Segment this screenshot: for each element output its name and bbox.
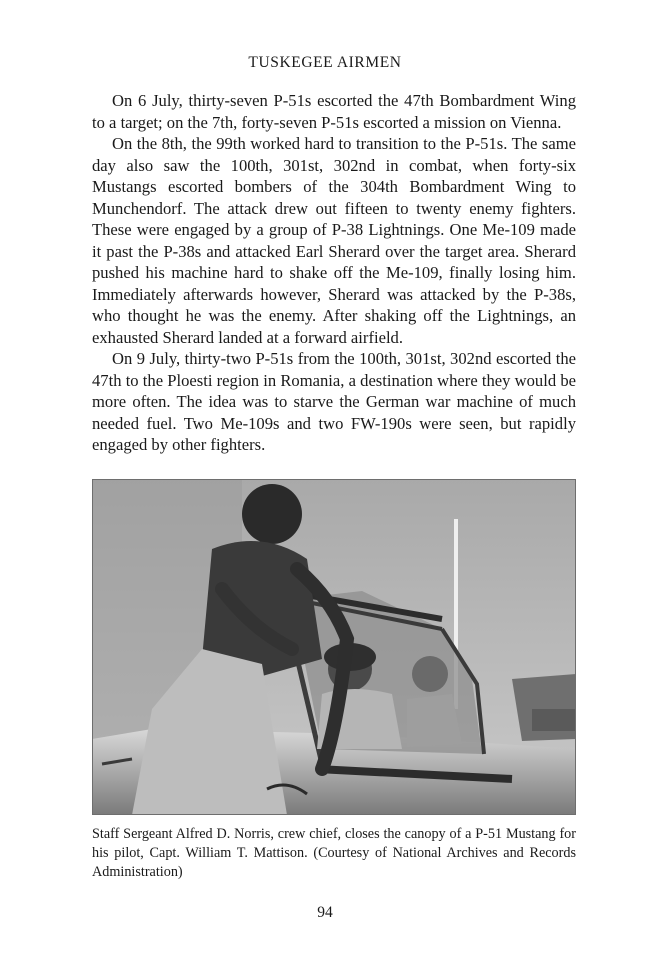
body-text — [92, 90, 576, 456]
paragraph: On 6 July, thirty-seven P-51s escorted the 47th Bombardment Wing to a target; on the 7th, forty-seven P-51s escorted a mission on Vienna. — [92, 91, 576, 132]
running-head: TUSKEGEE AIRMEN — [248, 54, 402, 71]
paragraph: On 9 July, thirty-two P-51s from the 100th, 301st, 302nd escorted the 47th to the Ploesti region in Romania, a destination where they would be more often. The idea was to starve the German war machine of much needed fuel. Two Me-109s and two FW-190s were seen, but rapidly engaged by other fighters. — [92, 349, 576, 454]
photograph — [92, 479, 576, 815]
paragraph: On the 8th, the 99th worked hard to transition to the P-51s. The same day also saw the 100th, 301st, 302nd in combat, when forty-six Mustangs escorted bombers of the 304th Bombardment Wing to Munchendorf. The attack drew out fifteen to twenty enemy fighters. These were engaged by a group of P-38 Lightnings. One Me-109 made it past the P-38s and attacked Earl Sherard over the target area. Sherard pushed his machine hard to shake off the Me-109, finally losing him. Immediately afterwards however, Sherard was attacked by the P-38s, who thought he was the enemy. After shaking off the Lightnings, an exhausted Sherard landed at a forward airfield. — [92, 134, 576, 347]
page-number: 94 — [317, 904, 333, 921]
figure-caption: Staff Sergeant Alfred D. Norris, crew chief, closes the canopy of a P-51 Mustang for his pilot, Capt. William T. Mattison. (Courtesy of National Archives and Records Administration) — [92, 826, 576, 880]
